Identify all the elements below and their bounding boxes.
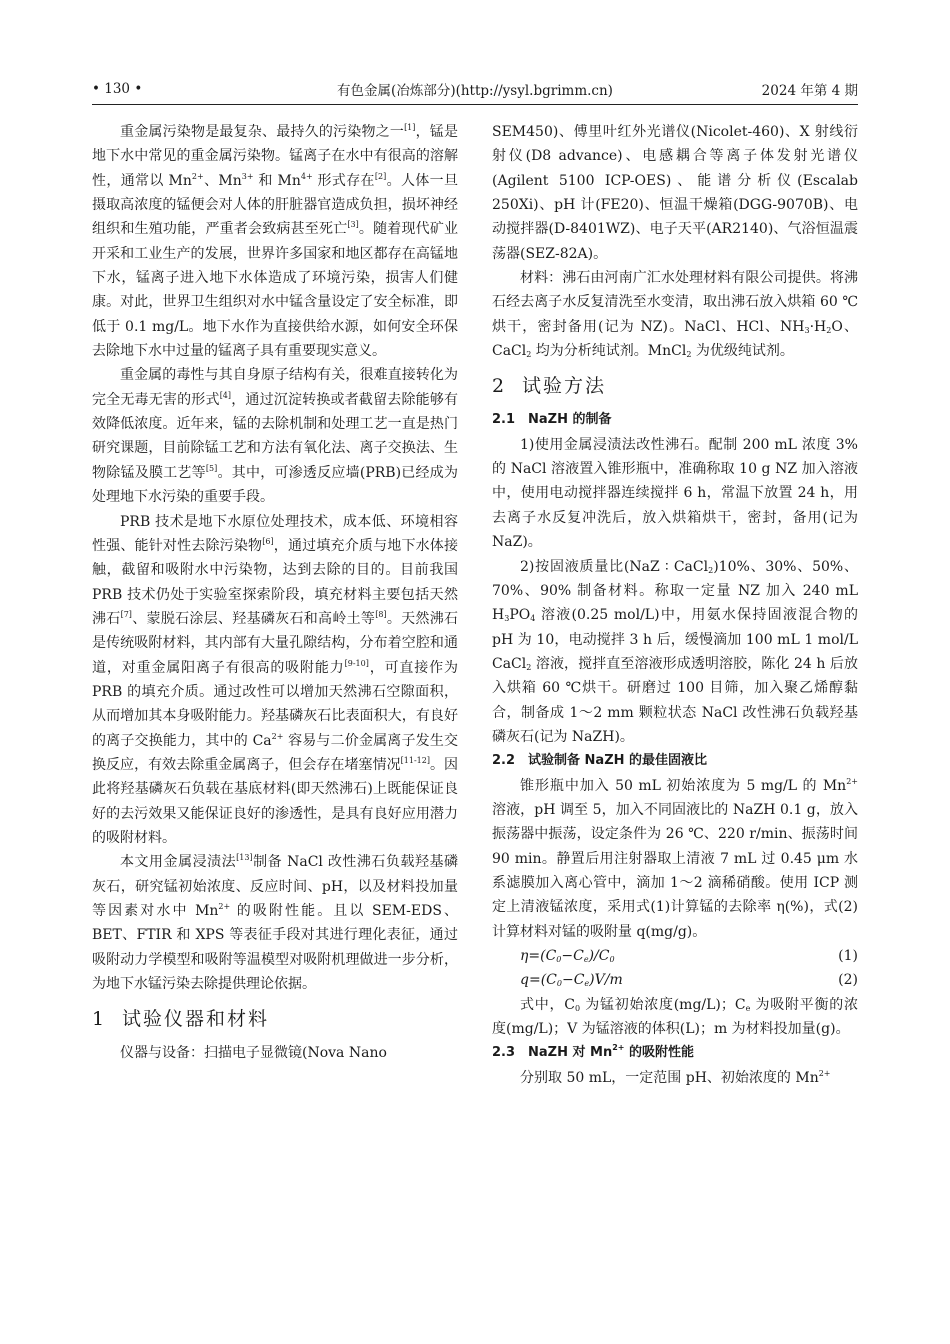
paragraph-intro-2: 重金属的毒性与其自身原子结构有关，很难直接转化为完全无毒无害的形式[4]，通过沉淀转换或者截留去除能够有效降低浓度。近年来，锰的去除机制和处理工艺一直是热门研究课题，目前除锰工艺和方法有氧化法、离子交换法、生物除锰及膜工艺等[5]。其中，可渗透反应墙(PRB)已经成为处理地下水污染的重要手段。 (92, 367, 459, 506)
paragraph-intro-4: 本文用金属浸渍法[13]制备 NaCl 改性沸石负载羟基磷灰石，研究锰初始浓度、反应时间、pH，以及材料投加量等因素对水中 $Mn^{2+}$ 的吸附性能。且以 SEM-EDS、BET、FTIR 和 XPS 等表征手段对其进行理化表征，通过吸附动力学模型和吸附等温模型对吸附机理做进一步分析，为地下水锰污染去除提供理论依据。 (92, 853, 459, 993)
header-rule (92, 104, 858, 105)
section-heading-1: 1 试验仪器和材料 (92, 1008, 270, 1031)
right-column (492, 120, 858, 1090)
paragraph-step-1: 1)使用金属浸渍法改性沸石。配制 200 mL 浓度 3% 的 NaCl 溶液置入锥形瓶中，准确称取 10 g NZ 加入溶液中，使用电动搅拌器连续搅拌 6 h，常温下放置 24 h，用去离子水反复冲洗后，放入烘箱烘干，密封，备用(记为 NaZ)。 (492, 436, 858, 551)
paragraph-adsorption: 分别取 50 mL，一定范围 pH、初始浓度的 $Mn^{2+}$ (520, 1068, 831, 1086)
paragraph-intro-3: PRB 技术是地下水原位处理技术，成本低、环境相容性强、能针对性去除污染物[6]，通过填充介质与地下水体接触，截留和吸附水中污染物，达到去除的目的。目前我国 PRB 技术仍处于实验室探索阶段，填充材料主要包括天然沸石[7]、蒙脱石涂层、羟基磷灰石和高岭土等[8]。天然沸石是传统吸附材料，其内部有大量孔隙结构，分布着空腔和通道，对重金属阳离子有很高的吸附能力[9-10]，可直接作为 PRB 的填充介质。通过改性可以增加天然沸石空隙面积，从而增加其本身吸附能力。羟基磷灰石比表面积大，有良好的离子交换能力，其中的 $Ca^{2+}$ 容易与二价金属离子发生交换反应，有效去除重金属离子，但会存在堵塞情况[11-12]。因此将羟基磷灰石负载在基底材料(即天然沸石)上既能保证良好的去污效果又能保证良好的渗透性，是具有良好应用潜力的吸附材料。 (92, 513, 459, 846)
section-heading-2: 2 试验方法 (492, 375, 607, 398)
left-column (92, 120, 458, 1066)
paragraph-materials: 材料：沸石由河南广汇水处理材料有限公司提供。将沸石经去离子水反复清洗至水变清，取出沸石放入烘箱 60 ℃烘干，密封备用(记为 NZ)。NaCl、HCl、$NH_3\cdot H_2O$、CaCl$_2$ 均为分析纯试剂。MnCl$_2$ 为优级纯试剂。 (492, 270, 859, 360)
subsection-2-2: 2.2 试验制备 NaZH 的最佳固液比 (492, 753, 708, 769)
equation-1: $\eta=(C_0-C_e)/C_0$ (1) (492, 944, 858, 968)
paragraph-ratio-test: 锥形瓶中加入 50 mL 初始浓度为 5 mg/L 的 $Mn^{2+}$ 溶液，pH 调至 5，加入不同固液比的 NaZH 0.1 g，放入振荡器中振荡，设定条件为 26 ℃、220 r/min、振荡时间 90 min。静置后用注射器取上清液 7 mL 过 0.45 μm 水系滤膜加入离心管中，滴加 1～2 滴稀硝酸。使用 ICP 测定上清液锰浓度，采用式(1)计算锰的去除率 η(%)，式(2)计算材料对锰的吸附量 q(mg/g)。 (492, 776, 858, 940)
paragraph-intro-1: 重金属污染物是最复杂、最持久的污染物之一[1]，锰是地下水中常见的重金属污染物。锰离子在水中有很高的溶解性，通常以 $Mn^{2+}$、$Mn^{3+}$ 和 $Mn^{4+}$ 形式存在[2]。人体一旦摄取高浓度的锰便会对人体的肝脏器官造成负担，损坏神经组织和生殖功能，严重者会致病甚至死亡[3]。随着现代矿业开采和工业生产的发展，世界许多国家和地区都存在高锰地下水，锰离子进入地下水体造成了环境污染，损害人们健康。对此，世界卫生组织对水中锰含量设定了安全标准，即低于 0.1 mg/L。地下水作为直接供给水源，如何安全环保去除地下水中过量的锰离子具有重要现实意义。 (92, 123, 459, 360)
journal-title: 有色金属(冶炼部分)(http://ysyl.bgrimm.cn) (337, 83, 613, 99)
paragraph-instruments: 仪器与设备：扫描电子显微镜(Nova Nano (120, 1045, 387, 1062)
issue-label: 2024 年第 4 期 (761, 83, 858, 99)
paragraph-equation-notes: 式中，$C_0$ 为锰初始浓度(mg/L)；$C_e$ 为吸附平衡的浓度(mg/L)；V 为锰溶液的体积(L)；m 为材料投加量(g)。 (492, 996, 859, 1038)
subsection-2-1: 2.1 NaZH 的制备 (492, 412, 612, 428)
running-header (92, 78, 858, 100)
paragraph-instruments-cont: SEM450)、傅里叶红外光谱仪(Nicolet-460)、X 射线衍射仪(D8 advance)、电感耦合等离子体发射光谱仪(Agilent 5100 ICP-OES)、能谱分析仪(Escalab 250Xi)、pH 计(FE20)、恒温干燥箱(DGG-9070B)、电动搅拌器(D-8401WZ)、电子天平(AR2140)、气浴恒温震荡器(SEZ-82A)。 (492, 124, 858, 262)
page-number: • 130 • (92, 81, 143, 97)
paragraph-step-2: 2)按固液质量比(NaZ ∶ CaCl$_2$)10%、30%、50%、70%、90% 制备材料。称取一定量 NZ 加入 240 mL $H_3PO_4$ 溶液(0.25 mol/L)中，用氨水保持固液混合物的 pH 为 10，电动搅拌 3 h 后，缓慢滴加 100 mL 1 mol/L CaCl$_2$ 溶液，搅拌直至溶液形成透明溶胶，陈化 24 h 后放入烘箱 60 ℃烘干。研磨过 100 目筛，加入聚乙烯醇黏合，制备成 1～2 mm 颗粒状态 NaCl 改性沸石负载羟基磷灰石(记为 NaZH)。 (492, 558, 858, 745)
equation-1-number: (1) (838, 948, 858, 964)
equation-2: $q=(C_0-C_e)V/m$ (2) (492, 968, 858, 992)
equation-2-number: (2) (838, 972, 858, 989)
subsection-2-3: 2.3 NaZH 对 $Mn^{2+}$ 的吸附性能 (492, 1043, 695, 1061)
